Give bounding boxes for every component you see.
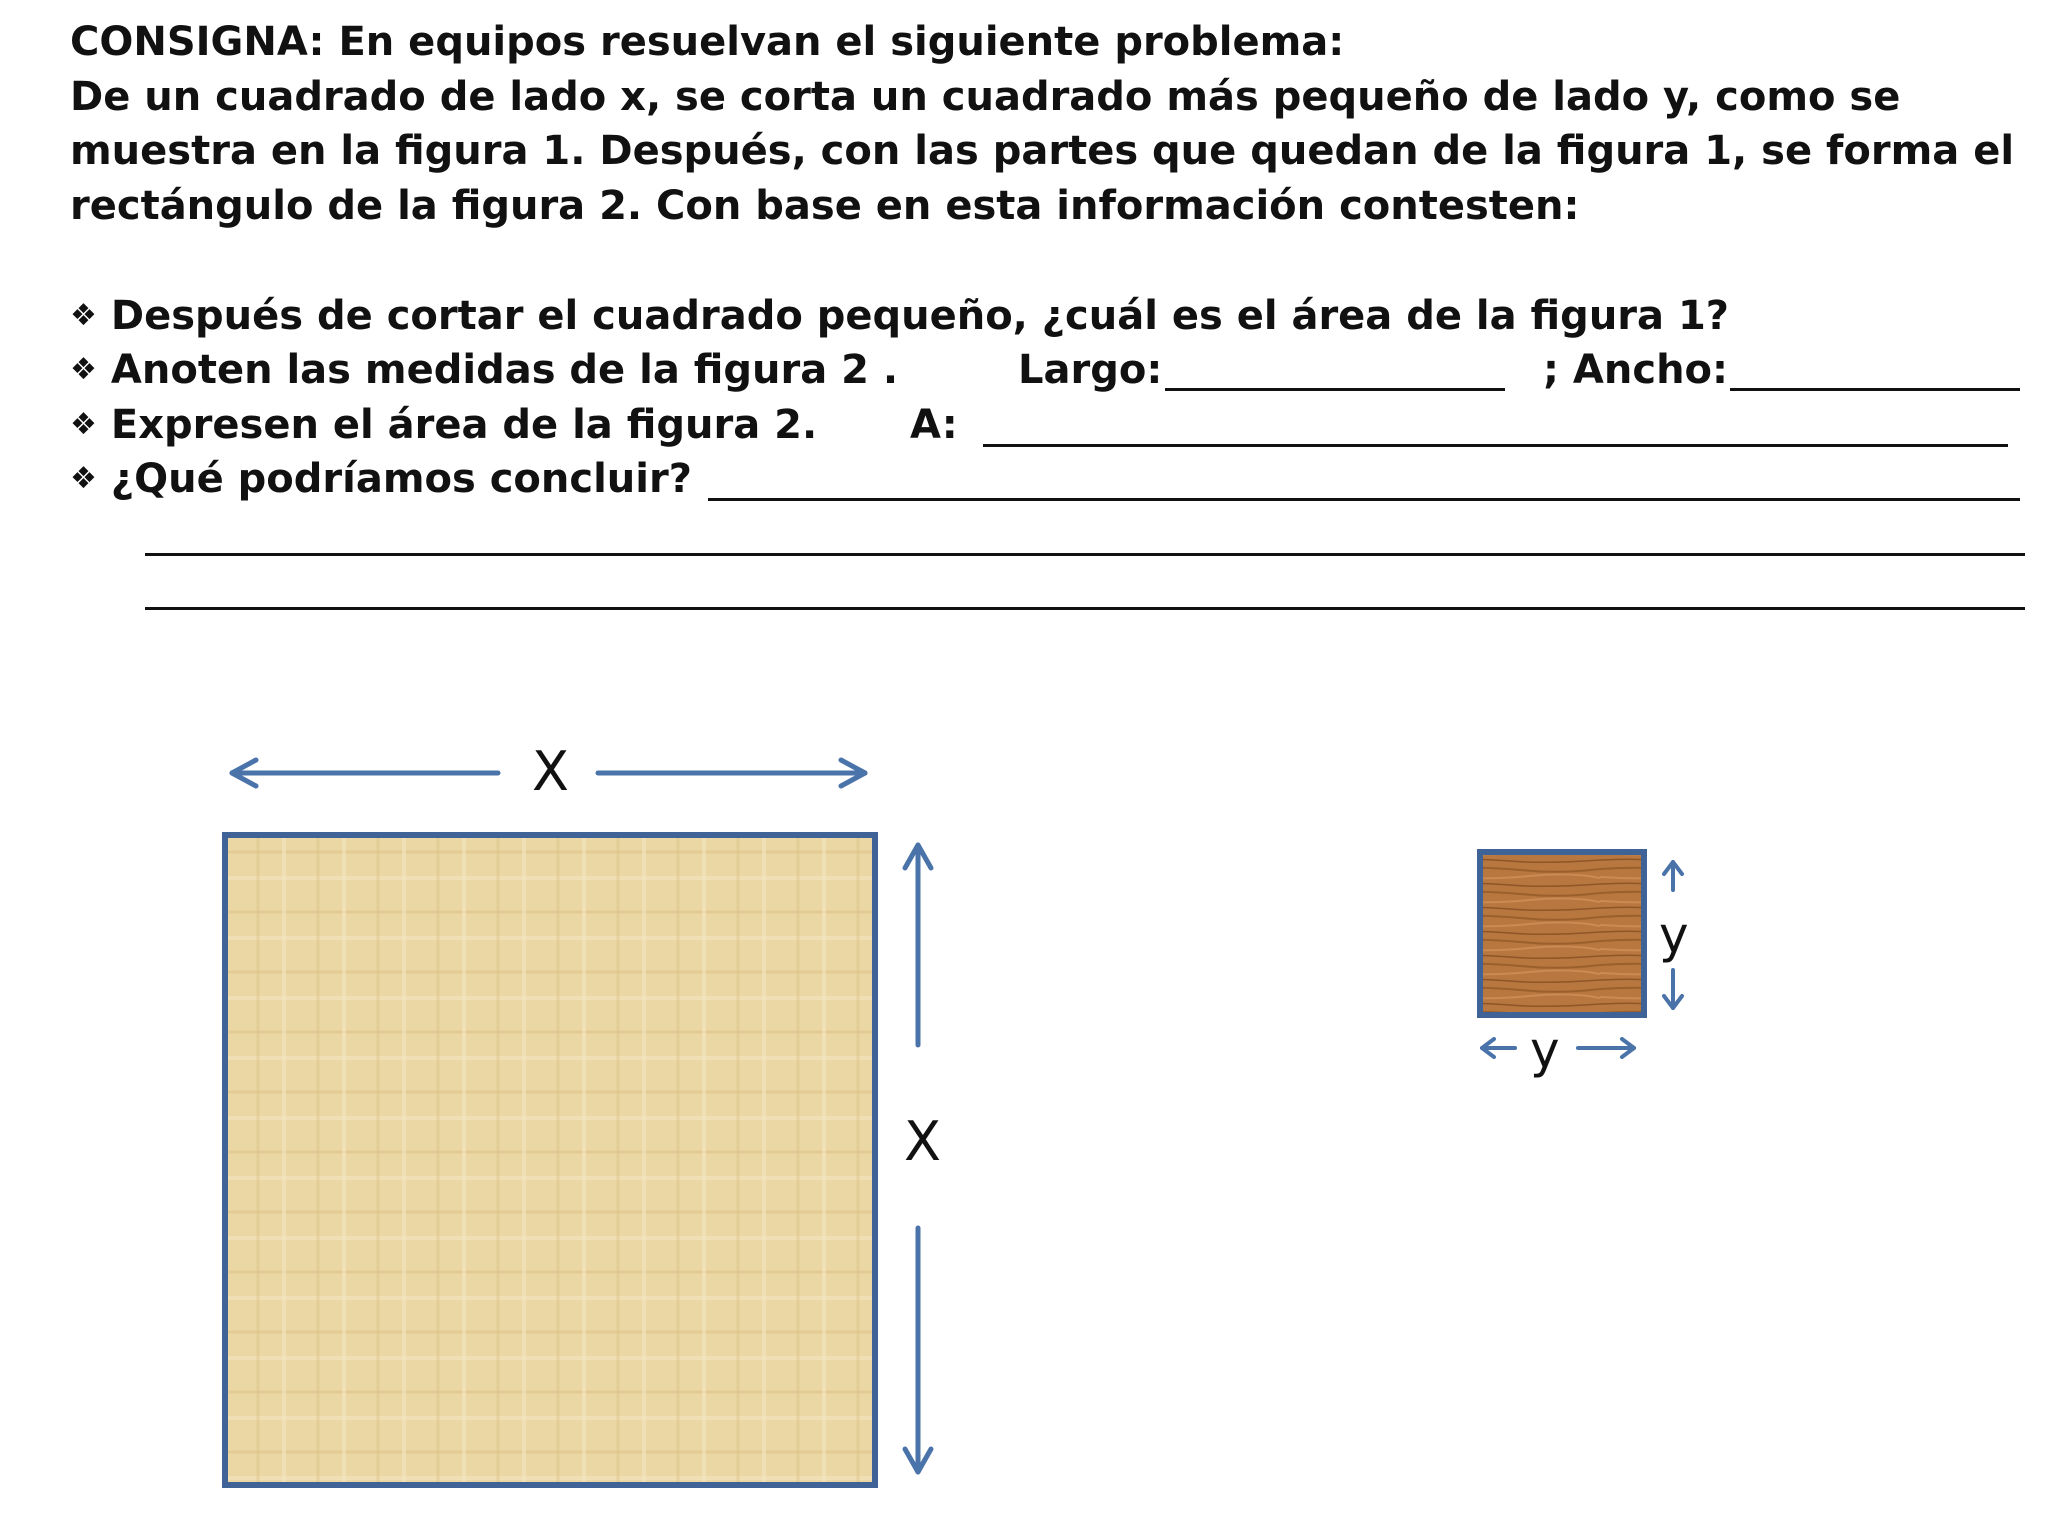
bullet-icon: ❖	[70, 298, 97, 333]
bullet-icon: ❖	[70, 461, 97, 496]
largo-label: Largo:	[1018, 347, 1163, 393]
area-label: A:	[910, 402, 958, 448]
bullet-icon: ❖	[70, 407, 97, 442]
big-square-side-label: X	[904, 1110, 941, 1173]
small-square-bottom-label: y	[1530, 1021, 1560, 1079]
bullet-icon: ❖	[70, 352, 97, 387]
question-4-text: ¿Qué podríamos concluir?	[110, 456, 692, 502]
instruction-line-2: De un cuadrado de lado x, se corta un cuadrado más pequeño de lado y, como se	[70, 74, 1901, 120]
big-square	[225, 835, 875, 1485]
instruction-line-4: rectángulo de la figura 2. Con base en esta información contesten:	[70, 183, 1580, 229]
instruction-title: CONSIGNA: En equipos resuelvan el siguiente problema:	[70, 19, 1345, 65]
ancho-label: ; Ancho:	[1543, 347, 1729, 393]
instruction-line-3: muestra en la figura 1. Después, con las partes que quedan de la figura 1, se forma el	[70, 128, 2015, 174]
question-2-text: Anoten las medidas de la figura 2 .	[110, 347, 899, 393]
big-square-top-label: X	[532, 740, 569, 803]
small-square	[1480, 852, 1644, 1015]
small-square-side-label: y	[1659, 906, 1689, 964]
question-3-text: Expresen el área de la figura 2.	[110, 402, 818, 448]
question-1-text: Después de cortar el cuadrado pequeño, ¿cuál es el área de la figura 1?	[110, 293, 1729, 339]
